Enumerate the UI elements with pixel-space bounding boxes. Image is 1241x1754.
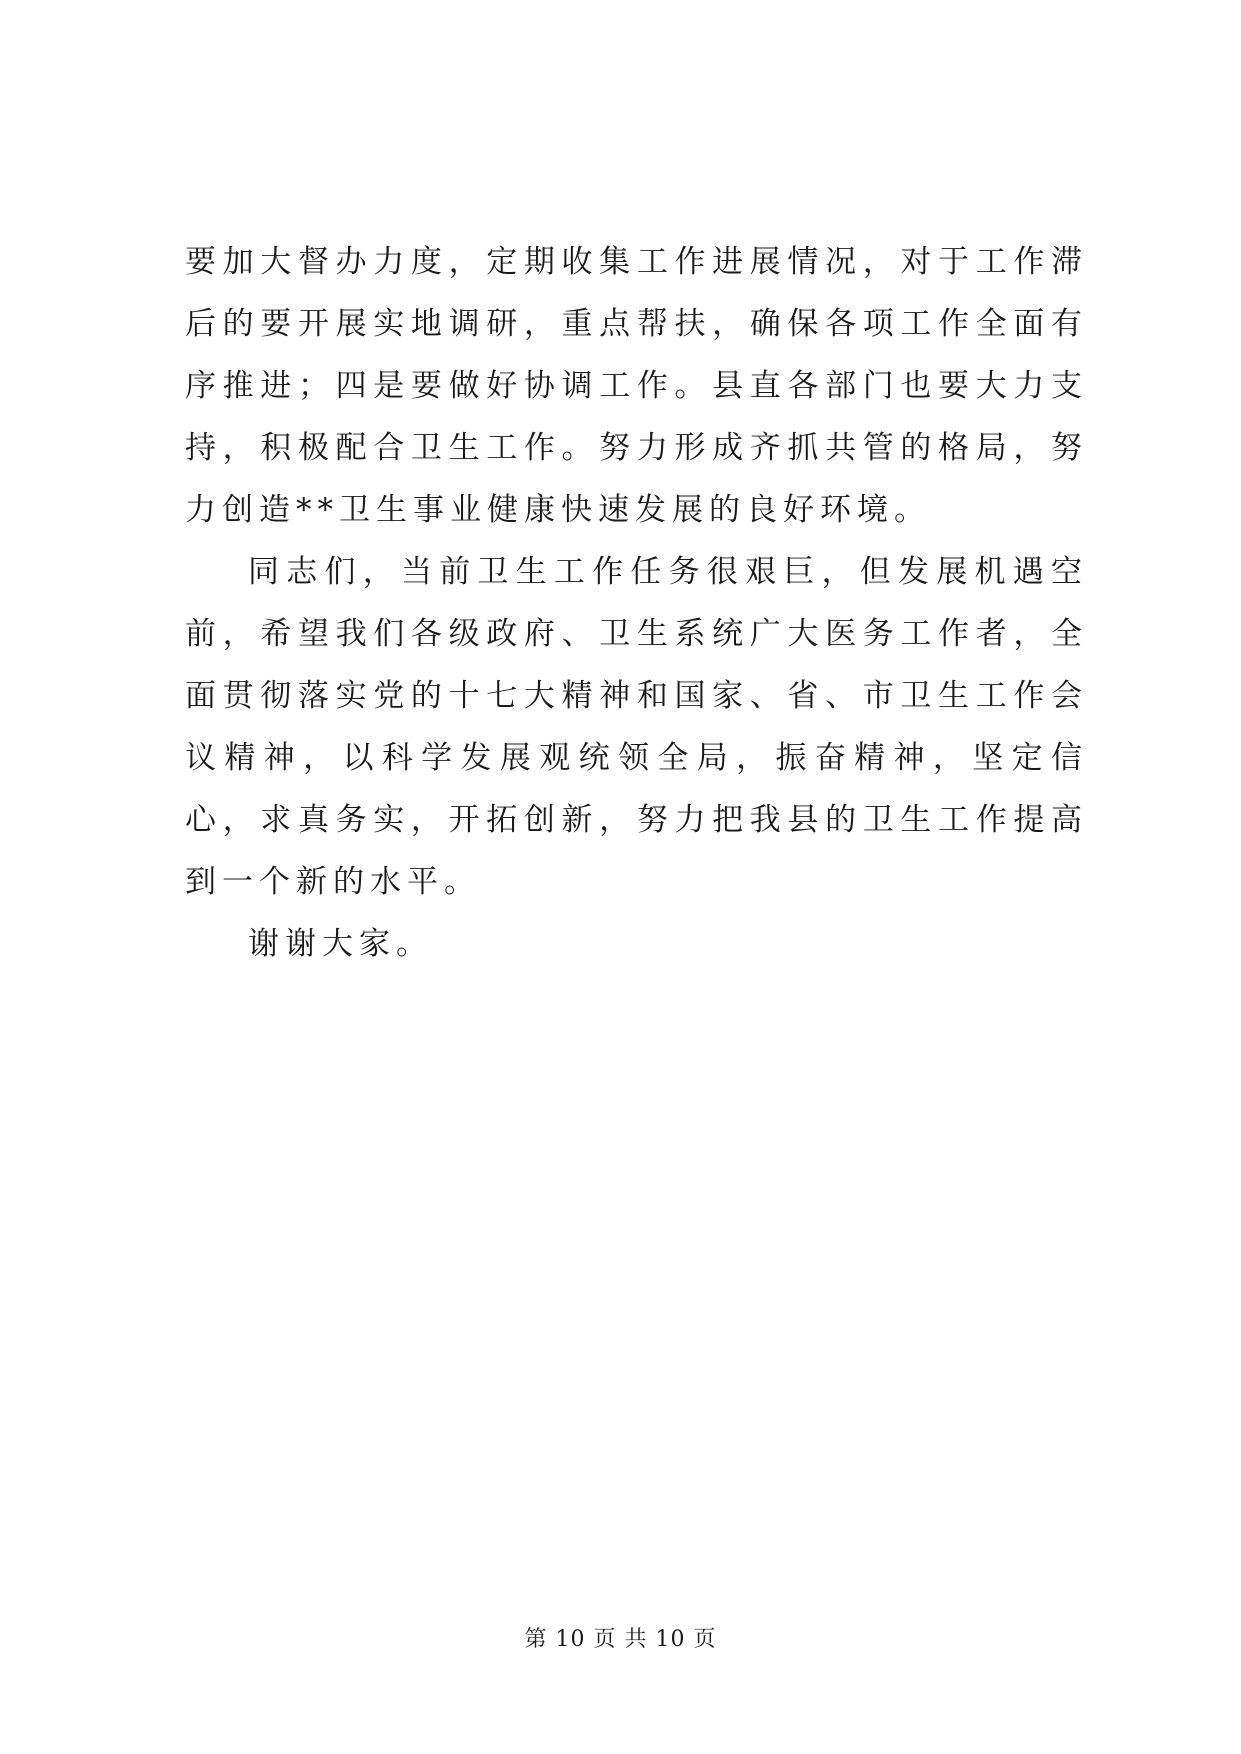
- page-footer: 第 10 页 共 10 页: [524, 1627, 717, 1652]
- paragraph-continuation: 要加大督办力度，定期收集工作进展情况，对于工作滞后的要开展实地调研，重点帮扶，确保各项工作全面有序推进；四是要做好协调工作。县直各部门也要大力支持，积极配合卫生工作。努力形成齐抓共管的格局，努力创造**卫生事业健康快速发展的良好环境。: [185, 244, 1088, 528]
- paragraph-thanks: 谢谢大家。: [248, 926, 433, 962]
- paragraph-closing-remarks: 同志们，当前卫生工作任务很艰巨，但发展机遇空前，希望我们各级政府、卫生系统广大医务工作者，全面贯彻落实党的十七大精神和国家、省、市卫生工作会议精神，以科学发展观统领全局，振奋精神，坚定信心，求真务实，开拓创新，努力把我县的卫生工作提高到一个新的水平。: [185, 554, 1088, 900]
- document-body: [185, 231, 1088, 975]
